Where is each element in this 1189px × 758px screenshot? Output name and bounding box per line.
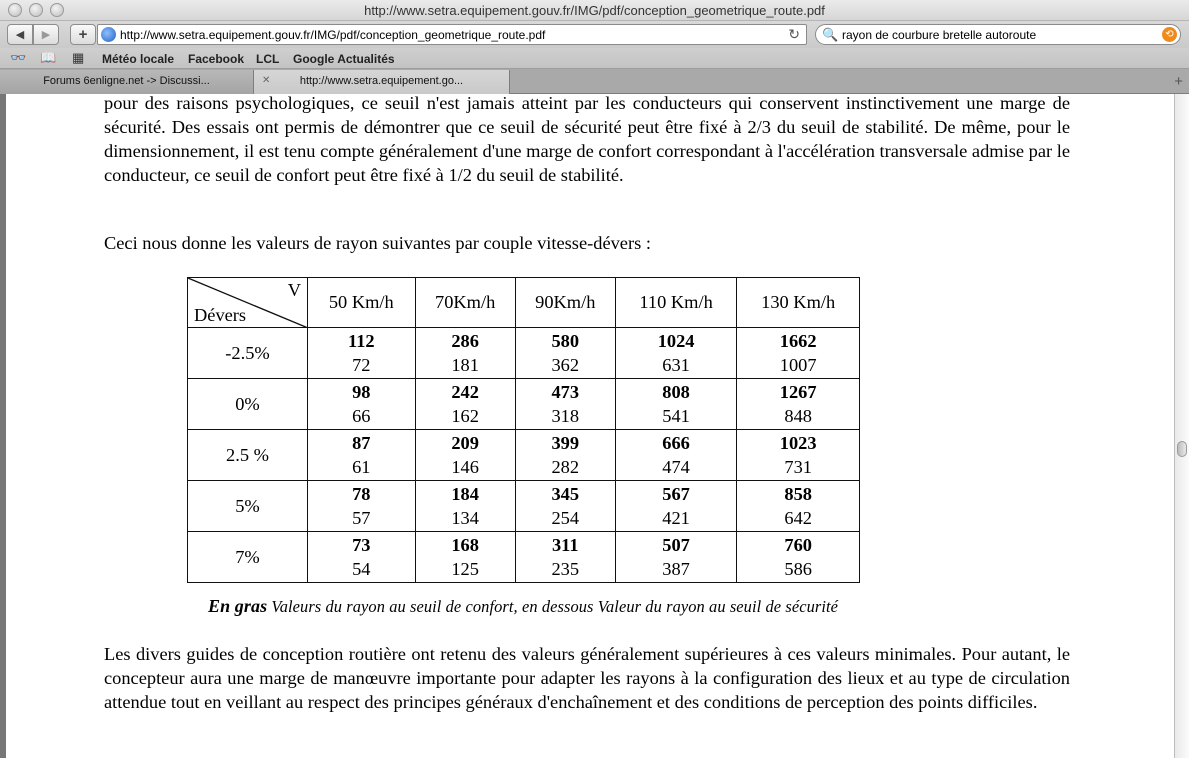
safety-radius: 181 (451, 355, 479, 375)
safety-radius: 421 (662, 508, 690, 528)
comfort-radius: 286 (451, 331, 479, 351)
paragraph-conclusion: Les divers guides de conception routière ont retenu des valeurs généralement supérieures à ces valeurs minimales. Pour autant, le concepteur aura une marge de manœuvre importante pour adapter les rayons à la configuration des lieux et au type de circulation attendue tout en veillant au respect des principes généraux d'enchaînement et des conditions de perception des points difficiles. (104, 644, 1070, 712)
radius-table (187, 277, 860, 583)
safety-radius: 125 (451, 559, 479, 579)
search-icon: 🔍 (822, 27, 839, 42)
comfort-radius: 580 (551, 331, 580, 351)
table-row (188, 379, 860, 430)
safety-radius: 387 (662, 559, 690, 579)
comfort-radius: 98 (352, 382, 371, 402)
devers-cell: 2.5 % (188, 430, 308, 481)
comfort-radius: 209 (451, 433, 479, 453)
forward-arrow-icon: ▶ (41, 29, 51, 41)
plus-icon: + (78, 26, 88, 43)
address-input[interactable]: http://www.setra.equipement.gouv.fr/IMG/pdf/conception_geometrique_route.pdf (120, 28, 546, 42)
bookmarks-bar (0, 48, 1189, 69)
pdf-viewport[interactable] (0, 94, 1189, 758)
comfort-radius: 87 (352, 433, 371, 453)
radius-cell (415, 481, 515, 532)
devers-cell: 7% (188, 532, 308, 583)
safety-radius: 254 (551, 508, 580, 528)
safety-radius: 134 (451, 508, 479, 528)
radius-cell (615, 532, 737, 583)
radius-cell (308, 532, 416, 583)
comfort-radius: 73 (352, 535, 371, 555)
devers-cell: 0% (188, 379, 308, 430)
forward-button[interactable] (33, 24, 59, 45)
comfort-radius: 567 (662, 484, 690, 504)
search-go-icon[interactable]: ⟲ (1162, 27, 1177, 42)
reload-icon[interactable]: ↻ (788, 26, 800, 42)
speed-header: 90Km/h (515, 278, 615, 328)
page-edge (0, 94, 6, 758)
safety-radius: 362 (551, 355, 580, 375)
radius-cell (737, 328, 860, 379)
reading-list-icon[interactable]: 👓 (10, 50, 27, 65)
radius-cell (737, 379, 860, 430)
comfort-radius: 345 (551, 484, 580, 504)
navigation-toolbar (0, 21, 1189, 48)
safety-radius: 631 (662, 355, 690, 375)
comfort-radius: 473 (551, 382, 580, 402)
radius-cell (308, 328, 416, 379)
table-caption (0, 596, 1046, 617)
speed-header: 110 Km/h (615, 278, 737, 328)
globe-icon (101, 27, 116, 42)
back-arrow-icon: ◀ (15, 29, 25, 41)
radius-cell (615, 379, 737, 430)
comfort-radius: 311 (551, 535, 579, 555)
scrollbar-thumb[interactable] (1177, 441, 1187, 457)
speed-header: 50 Km/h (308, 278, 416, 328)
safety-radius: 848 (784, 406, 812, 426)
bookmarks-book-icon[interactable]: 📖 (40, 50, 57, 65)
radius-cell (737, 481, 860, 532)
tab-label: Forums 6enligne.net -> Discussi... (43, 75, 210, 87)
radius-cell (515, 430, 615, 481)
safety-radius: 474 (662, 457, 690, 477)
safety-radius: 57 (352, 508, 371, 528)
safety-radius: 318 (551, 406, 580, 426)
radius-cell (308, 379, 416, 430)
table-row (188, 430, 860, 481)
safety-radius: 54 (352, 559, 371, 579)
safety-radius: 642 (784, 508, 812, 528)
add-bookmark-button[interactable] (70, 24, 96, 45)
close-tab-icon[interactable]: ✕ (262, 75, 271, 86)
comfort-radius: 507 (662, 535, 690, 555)
table-header-row (188, 278, 860, 328)
radius-cell (515, 481, 615, 532)
radius-cell (615, 481, 737, 532)
radius-cell (308, 430, 416, 481)
address-bar[interactable] (97, 24, 807, 45)
radius-cell (415, 328, 515, 379)
bookmark-lcl[interactable]: LCL (256, 52, 280, 66)
comfort-radius: 168 (451, 535, 479, 555)
safety-radius: 72 (352, 355, 371, 375)
top-sites-grid-icon[interactable]: ▦ (72, 50, 85, 65)
comfort-radius: 1024 (657, 331, 695, 351)
safety-radius: 162 (451, 406, 479, 426)
comfort-radius: 184 (451, 484, 479, 504)
radius-cell (415, 430, 515, 481)
comfort-radius: 242 (451, 382, 479, 402)
bookmark-google-actualites[interactable]: Google Actualités (293, 52, 395, 66)
devers-axis-label: Dévers (194, 305, 247, 325)
tab-bar (0, 69, 1189, 94)
radius-cell (615, 328, 737, 379)
radius-cell (615, 430, 737, 481)
safety-radius: 66 (352, 406, 371, 426)
safety-radius: 146 (451, 457, 479, 477)
safety-radius: 235 (551, 559, 580, 579)
tab-label: http://www.setra.equipement.go... (299, 75, 464, 87)
table-row (188, 481, 860, 532)
table-corner-cell (188, 278, 308, 328)
tab-setra-pdf[interactable] (254, 70, 510, 94)
comfort-radius: 112 (348, 331, 375, 351)
back-button[interactable] (7, 24, 33, 45)
tab-forums-6enligne[interactable] (0, 70, 254, 94)
comfort-radius: 1023 (779, 433, 817, 453)
caption-text: Valeurs du rayon au seuil de confort, en dessous Valeur du rayon au seuil de sécurité (267, 597, 839, 616)
comfort-radius: 760 (784, 535, 812, 555)
comfort-radius: 666 (662, 433, 690, 453)
bookmark-meteo-locale[interactable]: Météo locale (102, 52, 175, 66)
radius-cell (308, 481, 416, 532)
comfort-radius: 1267 (779, 382, 817, 402)
safety-radius: 586 (784, 559, 812, 579)
speed-axis-label: V (287, 280, 301, 300)
window-title: http://www.setra.equipement.gouv.fr/IMG/pdf/conception_geometrique_route.pdf (364, 3, 825, 18)
paragraph-intro: pour des raisons psychologiques, ce seuil n'est jamais atteint par les conducteurs qui conservent instinctivement une marge de sécurité. Des essais ont permis de démontrer que ce seuil de sécurité peut être fixé à 2/3 du seuil de stabilité. De même, pour le dimensionnement, il est tenu compte généralement d'une marge de confort correspondant à l'accélération transversale admise par le conducteur, ce seuil de confort peut être fixé à 1/2 du seuil de stabilité. (104, 94, 1070, 185)
comfort-radius: 808 (662, 382, 690, 402)
radius-cell (415, 379, 515, 430)
comfort-radius: 78 (352, 484, 371, 504)
safety-radius: 731 (784, 457, 812, 477)
radius-cell (415, 532, 515, 583)
safety-radius: 1007 (779, 355, 817, 375)
radius-cell (737, 532, 860, 583)
bookmark-facebook[interactable]: Facebook (188, 52, 245, 66)
vertical-scrollbar[interactable] (1174, 94, 1189, 758)
comfort-radius: 1662 (779, 331, 817, 351)
devers-cell: 5% (188, 481, 308, 532)
new-tab-icon[interactable]: + (1174, 73, 1183, 90)
safety-radius: 541 (662, 406, 690, 426)
speed-header: 70Km/h (415, 278, 515, 328)
paragraph-lead: Ceci nous donne les valeurs de rayon suivantes par couple vitesse-dévers : (104, 233, 651, 253)
comfort-radius: 399 (551, 433, 580, 453)
search-field[interactable] (815, 24, 1181, 45)
title-bar (0, 0, 1189, 21)
radius-cell (515, 328, 615, 379)
table-row (188, 328, 860, 379)
radius-cell (515, 532, 615, 583)
radius-cell (737, 430, 860, 481)
devers-cell: -2.5% (188, 328, 308, 379)
speed-header: 130 Km/h (737, 278, 860, 328)
search-input[interactable]: rayon de courbure bretelle autoroute (842, 28, 1037, 42)
comfort-radius: 858 (784, 484, 812, 504)
caption-bold: En gras (207, 596, 268, 616)
table-row (188, 532, 860, 583)
radius-cell (515, 379, 615, 430)
safety-radius: 61 (352, 457, 371, 477)
safety-radius: 282 (551, 457, 580, 477)
